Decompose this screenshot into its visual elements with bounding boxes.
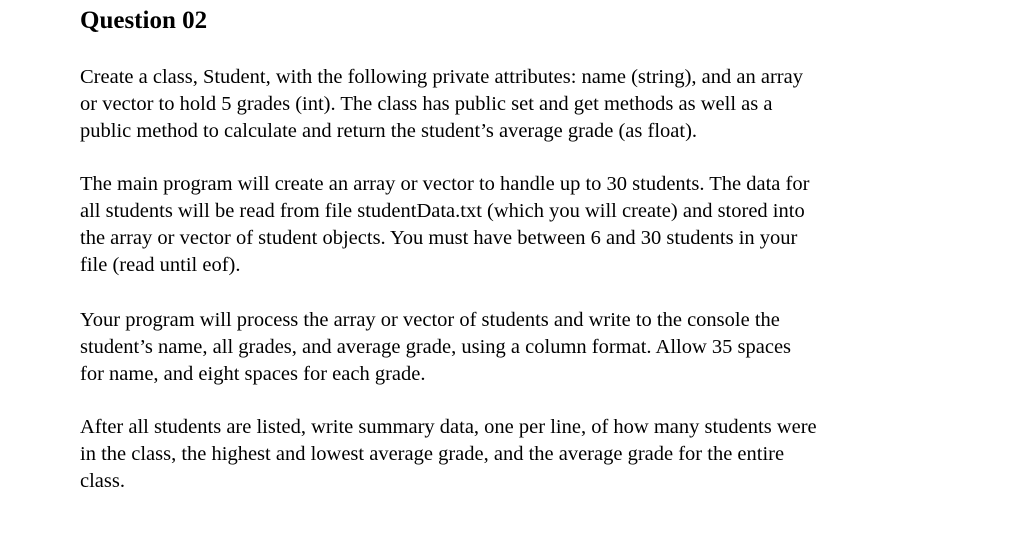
text-line: student’s name, all grades, and average grade, using a column format. Allow 35 spaces — [80, 336, 792, 358]
text-line: for name, and eight spaces for each grade. — [80, 363, 426, 385]
paragraph-summary — [80, 414, 980, 495]
text-line: the array or vector of student objects. You must have between 6 and 30 students in your — [80, 227, 798, 249]
paragraph-processing — [80, 307, 980, 388]
question-heading: Question 02 — [80, 7, 208, 34]
text-line: Your program will process the array or vector of students and write to the console the — [80, 309, 780, 331]
paragraph-class-definition — [80, 64, 980, 145]
text-line: in the class, the highest and lowest average grade, and the average grade for the entire — [80, 443, 785, 465]
text-line: public method to calculate and return the student’s average grade (as float). — [80, 120, 698, 142]
text-line: file (read until eof). — [80, 254, 241, 276]
text-line: class. — [80, 470, 125, 492]
text-line: After all students are listed, write summary data, one per line, of how many students were — [80, 416, 817, 438]
text-line: or vector to hold 5 grades (int). The class has public set and get methods as well as a — [80, 93, 773, 115]
text-line: Create a class, Student, with the following private attributes: name (string), and an array — [80, 66, 803, 88]
text-line: The main program will create an array or vector to handle up to 30 students. The data for — [80, 173, 810, 195]
text-line: all students will be read from file studentData.txt (which you will create) and stored into — [80, 200, 805, 222]
paragraph-main-program — [80, 171, 980, 279]
